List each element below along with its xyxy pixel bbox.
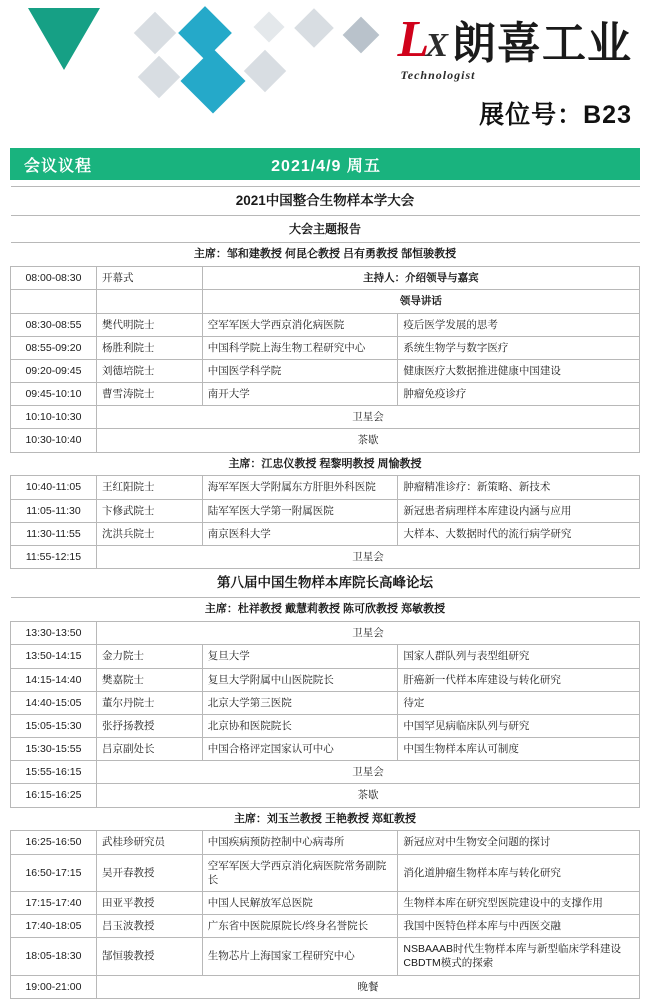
row-speaker: 杨胜利院士 — [96, 336, 202, 359]
row-time: 19:00-21:00 — [11, 975, 97, 998]
row-speaker: 刘德培院士 — [96, 359, 202, 382]
booth-number: 展位号：B23 — [479, 101, 632, 129]
row-topic: 疫后医学发展的思考 — [398, 313, 640, 336]
row-speaker: 卞修武院士 — [96, 499, 202, 522]
diamond-decoration — [294, 8, 334, 48]
table-row — [11, 891, 640, 914]
row-topic: 肿瘤精准诊疗：新策略、新技术 — [398, 476, 640, 499]
row-topic: 我国中医特色样本库与中西医交融 — [398, 915, 640, 938]
row-topic: 生物样本库在研究型医院建设中的支撑作用 — [398, 891, 640, 914]
row-organization: 南开大学 — [202, 383, 398, 406]
session-chairs: 主席：江忠仪教授 程黎明教授 周愉教授 — [11, 452, 640, 476]
brand-logo — [362, 11, 632, 131]
row-organization: 复旦大学附属中山医院院长 — [202, 668, 398, 691]
forum-chairs: 主席：杜祥教授 戴慧莉教授 陈可欣教授 郑敏教授 — [11, 598, 640, 622]
row-time: 17:15-17:40 — [11, 891, 97, 914]
conference-subtitle: 大会主题报告 — [11, 216, 640, 243]
section-subtitle-row — [11, 216, 640, 243]
row-time: 11:30-11:55 — [11, 522, 97, 545]
row-organization: 空军军医大学西京消化病医院 — [202, 313, 398, 336]
row-time: 15:55-16:15 — [11, 761, 97, 784]
row-speaker — [96, 290, 202, 313]
row-speaker: 开幕式 — [96, 267, 202, 290]
row-speaker: 吕京副处长 — [96, 738, 202, 761]
row-time: 18:05-18:30 — [11, 938, 97, 975]
row-note: 茶歇 — [96, 784, 639, 807]
row-speaker: 吴开春教授 — [96, 854, 202, 891]
table-row — [11, 691, 640, 714]
row-speaker: 吕玉波教授 — [96, 915, 202, 938]
row-note: 晚餐 — [96, 975, 639, 998]
agenda-date: 2021/4/9 周五 — [271, 157, 381, 175]
table-row — [11, 336, 640, 359]
row-note: 主持人：介绍领导与嘉宾 — [202, 267, 639, 290]
diamond-decoration — [138, 56, 180, 98]
row-organization: 空军军医大学西京消化病医院常务副院长 — [202, 854, 398, 891]
table-row — [11, 622, 640, 645]
row-topic: 国家人群队列与表型组研究 — [398, 645, 640, 668]
agenda-title-label: 会议议程 — [24, 157, 93, 175]
row-time: 16:15-16:25 — [11, 784, 97, 807]
row-organization: 中国合格评定国家认可中心 — [202, 738, 398, 761]
table-row — [11, 668, 640, 691]
logo-letter-x: X — [425, 27, 448, 64]
table-row — [11, 313, 640, 336]
table-row — [11, 359, 640, 382]
table-row — [11, 383, 640, 406]
row-speaker: 樊嘉院士 — [96, 668, 202, 691]
row-speaker: 王红阳院士 — [96, 476, 202, 499]
row-time: 15:30-15:55 — [11, 738, 97, 761]
row-time — [11, 290, 97, 313]
table-row — [11, 784, 640, 807]
row-topic: 健康医疗大数据推进健康中国建设 — [398, 359, 640, 382]
row-organization: 广东省中医院原院长/终身名誉院长 — [202, 915, 398, 938]
row-note: 卫星会 — [96, 622, 639, 645]
row-time: 16:50-17:15 — [11, 854, 97, 891]
row-time: 08:00-08:30 — [11, 267, 97, 290]
table-row — [11, 499, 640, 522]
forum-title: 第八届中国生物样本库院长高峰论坛 — [11, 569, 640, 598]
row-organization: 北京大学第三医院 — [202, 691, 398, 714]
row-topic: 肝癌新一代样本库建设与转化研究 — [398, 668, 640, 691]
row-topic: 中国生物样本库认可制度 — [398, 738, 640, 761]
row-organization: 生物芯片上海国家工程研究中心 — [202, 938, 398, 975]
diamond-decoration — [178, 6, 232, 60]
row-time: 09:20-09:45 — [11, 359, 97, 382]
row-speaker: 田亚平教授 — [96, 891, 202, 914]
row-time: 14:40-15:05 — [11, 691, 97, 714]
row-topic: 待定 — [398, 691, 640, 714]
chair-row — [11, 243, 640, 267]
row-topic: 中国罕见病临床队列与研究 — [398, 714, 640, 737]
logo-company-name: 朗喜工业 — [452, 19, 632, 68]
row-note: 卫星会 — [96, 761, 639, 784]
table-row — [11, 406, 640, 429]
table-row — [11, 476, 640, 499]
green-triangle-decoration — [28, 8, 100, 70]
row-note: 卫星会 — [96, 406, 639, 429]
table-row — [11, 645, 640, 668]
row-speaker: 樊代明院士 — [96, 313, 202, 336]
table-row — [11, 714, 640, 737]
row-time: 08:30-08:55 — [11, 313, 97, 336]
row-time: 13:50-14:15 — [11, 645, 97, 668]
table-row — [11, 267, 640, 290]
table-row — [11, 290, 640, 313]
row-speaker: 金力院士 — [96, 645, 202, 668]
row-time: 10:10-10:30 — [11, 406, 97, 429]
agenda-table-body — [11, 187, 640, 999]
table-row — [11, 854, 640, 891]
chair-row — [11, 598, 640, 622]
diamond-decoration — [244, 50, 286, 92]
table-row — [11, 975, 640, 998]
row-time: 15:05-15:30 — [11, 714, 97, 737]
row-speaker: 曹雪涛院士 — [96, 383, 202, 406]
conference-title: 2021中国整合生物样本学大会 — [11, 187, 640, 216]
row-topic: 肿瘤免疫诊疗 — [398, 383, 640, 406]
row-organization: 北京协和医院院长 — [202, 714, 398, 737]
table-row — [11, 429, 640, 452]
row-time: 16:25-16:50 — [11, 831, 97, 854]
row-time: 13:30-13:50 — [11, 622, 97, 645]
section-title-row — [11, 569, 640, 598]
row-time: 08:55-09:20 — [11, 336, 97, 359]
agenda-table — [10, 186, 640, 999]
chair-row — [11, 807, 640, 831]
row-time: 10:40-11:05 — [11, 476, 97, 499]
diamond-decoration — [180, 48, 245, 113]
conference-chairs: 主席：邹和建教授 何昆仑教授 吕有勇教授 郜恒骏教授 — [11, 243, 640, 267]
row-time: 17:40-18:05 — [11, 915, 97, 938]
row-organization: 中国医学科学院 — [202, 359, 398, 382]
row-note: 茶歇 — [96, 429, 639, 452]
row-organization: 海军军医大学附属东方肝胆外科医院 — [202, 476, 398, 499]
row-speaker: 沈洪兵院士 — [96, 522, 202, 545]
diamond-decoration — [134, 12, 176, 54]
row-topic: NSBAAAB时代生物样本库与新型临床学科建设CBDTM模式的探索 — [398, 938, 640, 975]
row-topic: 新冠患者病理样本库建设内涵与应用 — [398, 499, 640, 522]
row-topic: 消化道肿瘤生物样本库与转化研究 — [398, 854, 640, 891]
row-topic: 新冠应对中生物安全问题的探讨 — [398, 831, 640, 854]
table-row — [11, 761, 640, 784]
row-organization: 陆军军医大学第一附属医院 — [202, 499, 398, 522]
row-speaker: 郜恒骏教授 — [96, 938, 202, 975]
agenda-title-bar — [10, 148, 640, 180]
diamond-decoration — [253, 11, 284, 42]
row-time: 10:30-10:40 — [11, 429, 97, 452]
row-topic: 系统生物学与数字医疗 — [398, 336, 640, 359]
row-time: 11:55-12:15 — [11, 545, 97, 568]
row-organization: 中国疾病预防控制中心病毒所 — [202, 831, 398, 854]
row-time: 11:05-11:30 — [11, 499, 97, 522]
table-row — [11, 522, 640, 545]
row-organization: 中国人民解放军总医院 — [202, 891, 398, 914]
row-organization: 南京医科大学 — [202, 522, 398, 545]
session-chairs: 主席：刘玉兰教授 王艳教授 郑虹教授 — [11, 807, 640, 831]
row-note: 卫星会 — [96, 545, 639, 568]
logo-letter-l: L — [397, 11, 428, 68]
table-row — [11, 738, 640, 761]
table-row — [11, 545, 640, 568]
row-topic: 大样本、大数据时代的流行病学研究 — [398, 522, 640, 545]
row-note: 领导讲话 — [202, 290, 639, 313]
section-title-row — [11, 187, 640, 216]
chair-row — [11, 452, 640, 476]
row-organization: 复旦大学 — [202, 645, 398, 668]
row-speaker: 张抒扬教授 — [96, 714, 202, 737]
row-speaker: 武桂珍研究员 — [96, 831, 202, 854]
row-time: 14:15-14:40 — [11, 668, 97, 691]
table-row — [11, 915, 640, 938]
row-time: 09:45-10:10 — [11, 383, 97, 406]
logo-tagline: Technologist — [400, 68, 476, 82]
logo-text-line — [362, 11, 632, 68]
row-organization: 中国科学院上海生物工程研究中心 — [202, 336, 398, 359]
table-row — [11, 938, 640, 975]
row-speaker: 董尔丹院士 — [96, 691, 202, 714]
table-row — [11, 831, 640, 854]
